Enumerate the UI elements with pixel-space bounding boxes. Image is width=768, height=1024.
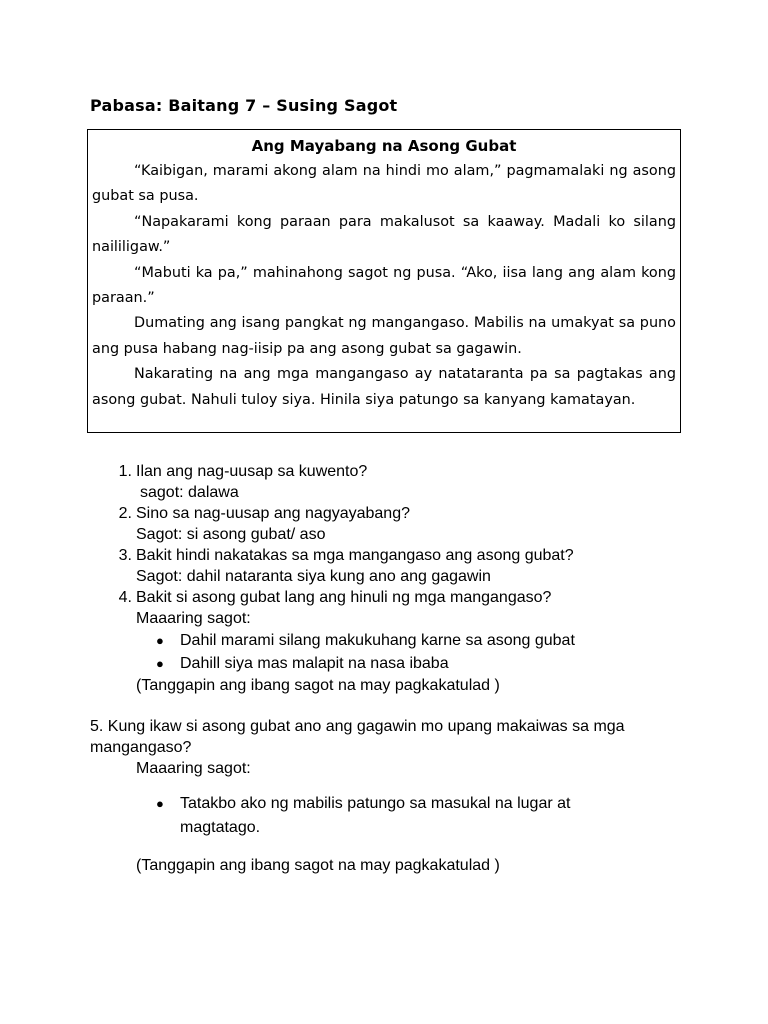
question-5 xyxy=(90,716,690,876)
bullet-icon: ● xyxy=(156,633,164,648)
question-list xyxy=(90,461,690,696)
bullet-text: Tatakbo ako ng mabilis patungo sa masukal na lugar at magtatago. xyxy=(180,795,571,836)
list-item xyxy=(90,652,690,675)
story-title: Ang Mayabang na Asong Gubat xyxy=(251,137,517,155)
story-paragraph: “Mabuti ka pa,” mahinahong sagot ng pusa. “Ako, iisa lang ang alam kong paraan.” xyxy=(92,264,676,307)
question-text: Bakit hindi nakatakas sa mga mangangaso ang asong gubat? xyxy=(136,547,574,564)
page-title: Pabasa: Baitang 7 – Susing Sagot xyxy=(90,96,398,115)
answer-text: Sagot: dahil nataranta siya kung ano ang gagawin xyxy=(136,568,491,585)
question-number: 2. xyxy=(118,505,132,522)
story-paragraph: Nakarating na ang mga mangangaso ay natataranta pa sa pagtakas ang asong gubat. Nahuli tuloy siya. Hinila siya patungo sa kanyang kamatayan. xyxy=(92,366,676,408)
question-item xyxy=(90,545,690,566)
question-item xyxy=(90,503,690,524)
bullet-icon: ● xyxy=(156,796,164,811)
answer-note: (Tanggapin ang ibang sagot na may pagkakatulad ) xyxy=(136,677,500,694)
list-item xyxy=(90,629,690,652)
question-text: Sino sa nag-uusap ang nagyayabang? xyxy=(136,505,410,522)
bullet-text: Dahill siya mas malapit na nasa ibaba xyxy=(180,655,449,672)
answer-note: (Tanggapin ang ibang sagot na may pagkakatulad ) xyxy=(136,857,500,874)
question-item xyxy=(90,461,690,482)
question-number: 3. xyxy=(118,547,132,564)
bullet-icon: ● xyxy=(156,656,164,671)
story-paragraph: “Napakarami kong paraan para makalusot sa kaaway. Madali ko silang naililigaw.” xyxy=(92,213,676,256)
story-paragraph: “Kaibigan, marami akong alam na hindi mo alam,” pagmamalaki ng asong gubat sa pusa. xyxy=(92,163,676,205)
question-number: 1. xyxy=(118,463,132,480)
story-paragraph: Dumating ang isang pangkat ng mangangaso. Mabilis na umakyat sa puno ang pusa habang nag-iisip pa ang asong gubat sa gagawin. xyxy=(92,315,676,357)
question-number: 4. xyxy=(118,589,132,606)
list-item xyxy=(90,792,690,840)
answer-label: Maaaring sagot: xyxy=(136,760,251,777)
answer-label: Maaaring sagot: xyxy=(136,610,251,627)
question-item xyxy=(90,587,690,608)
bullet-text: Dahil marami silang makukuhang karne sa asong gubat xyxy=(180,632,575,649)
answer-text: sagot: dalawa xyxy=(140,484,239,501)
story-box xyxy=(87,129,681,433)
question-text: 5. Kung ikaw si asong gubat ano ang gagawin mo upang makaiwas sa mga mangangaso? xyxy=(90,718,625,756)
answer-text: Sagot: si asong gubat/ aso xyxy=(136,526,326,543)
question-text: Ilan ang nag-uusap sa kuwento? xyxy=(136,463,368,480)
question-text: Bakit si asong gubat lang ang hinuli ng mga mangangaso? xyxy=(136,589,552,606)
answer-bullet-list xyxy=(90,629,690,675)
